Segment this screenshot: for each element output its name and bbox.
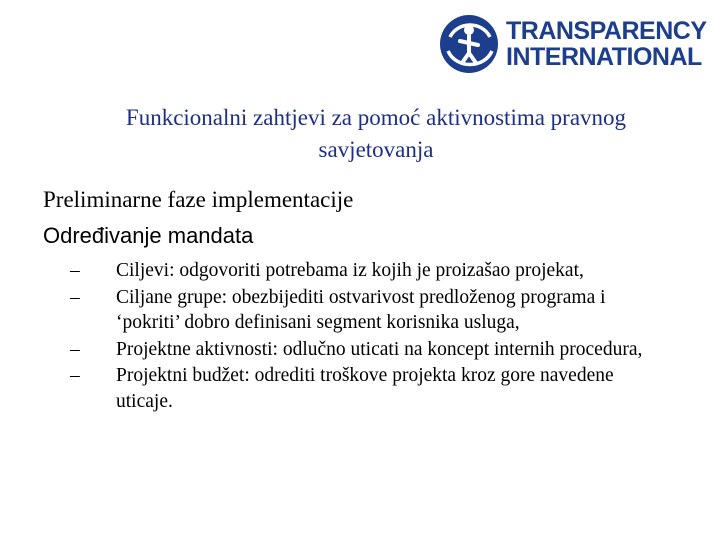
list-item bbox=[70, 285, 670, 336]
list-item bbox=[70, 337, 670, 363]
slide-title-line-2: savjetovanja bbox=[318, 137, 434, 162]
list-item bbox=[70, 363, 670, 414]
bullet-text: Ciljane grupe: obezbijediti ostvarivost predloženog programa i ‘pokriti’ dobro definisani segment korisnika usluga, bbox=[116, 286, 606, 333]
section-subheading: Određivanje mandata bbox=[43, 223, 254, 248]
bullet-dash: – bbox=[70, 286, 80, 308]
bullet-dash: – bbox=[70, 260, 80, 281]
bullet-text: Projektni budžet: odrediti troškove projekta kroz gore navedene uticaje. bbox=[116, 365, 614, 412]
slide-title-line-1: Funkcionalni zahtjevi za pomoć aktivnostima pravnog bbox=[125, 105, 627, 130]
globe-person-logo-icon bbox=[438, 13, 500, 75]
bullet-dash: – bbox=[70, 365, 80, 386]
bullet-text: Ciljevi: odgovoriti potrebama iz kojih je proizašao projekat, bbox=[116, 260, 584, 281]
bullet-dash: – bbox=[70, 338, 80, 360]
bullet-list bbox=[70, 258, 670, 415]
logo-line-2: INTERNATIONAL bbox=[506, 43, 702, 71]
slide-title bbox=[40, 102, 712, 166]
bullet-text: Projektne aktivnosti: odlučno uticati na koncept internih procedura, bbox=[116, 338, 643, 360]
section-heading: Preliminarne faze implementacije bbox=[43, 187, 354, 212]
list-item bbox=[70, 258, 670, 284]
logo-text bbox=[506, 18, 707, 70]
logo-line-1: TRANSPARENCY bbox=[506, 17, 707, 45]
transparency-international-logo bbox=[438, 12, 710, 76]
